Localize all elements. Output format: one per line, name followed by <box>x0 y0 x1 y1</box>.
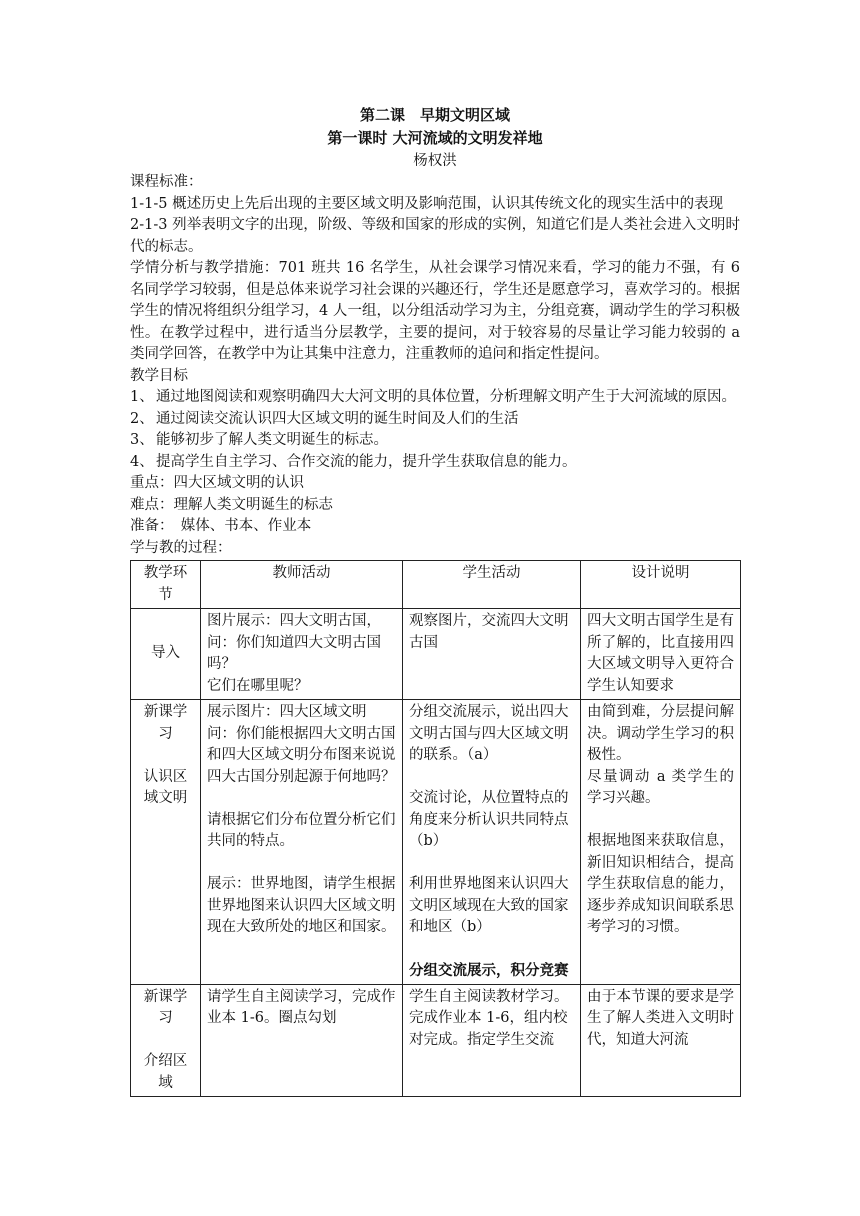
objective-item <box>130 409 740 431</box>
teaching-process-table <box>130 560 741 1097</box>
lesson-title: 第二课 早期文明区域 <box>359 106 510 124</box>
student-line: 利用世界地图来认识四大文明区域现在大致的国家和地区（b） <box>409 876 569 935</box>
teacher-line: 问：你们能根据四大文明古国和四大区域文明分布图来说说四大古国分别起源于何地吗？ <box>207 725 396 785</box>
design-note-cell <box>581 700 741 985</box>
author-name: 杨权洪 <box>413 153 457 169</box>
column-header: 学生活动 <box>403 561 581 609</box>
objectives-label: 教学目标 <box>130 367 188 384</box>
key-point: 重点：四大区域文明的认识 <box>130 475 304 491</box>
objective-number: 4、 <box>130 453 154 470</box>
stage-cell: 导入 <box>131 609 201 700</box>
column-header: 教师活动 <box>201 561 403 609</box>
stage-cell <box>131 700 201 985</box>
teacher-line: 展示：世界地图，请学生根据世界地图来认识四大区域文明现在大致所处的地区和国家。 <box>207 876 396 935</box>
objective-text: 能够初步了解人类文明诞生的标志。 <box>156 432 388 448</box>
objective-item <box>130 387 740 409</box>
table-header-row <box>131 561 741 609</box>
design-note-cell: 由于本节课的要求是学生了解人类进入文明时代，知道大河流 <box>581 984 741 1097</box>
student-line-bold: 分组交流展示，积分竞赛 <box>409 962 569 979</box>
process-label: 学与教的过程： <box>130 539 232 556</box>
design-line: 根据地图来获取信息，新旧知识相结合，提高学生获取信息的能力，逐步养成知识间联系思考学习的习惯。 <box>587 833 734 935</box>
design-line: 由简到难，分层提问解决。调动学生学习的积极性。 <box>587 704 734 763</box>
objectives-list <box>130 387 740 473</box>
objective-number: 1、 <box>130 389 154 405</box>
standards-label: 课程标准： <box>130 174 203 190</box>
teacher-line: 问：你们知道四大文明古国吗？ <box>207 634 381 672</box>
objective-text: 通过地图阅读和观察明确四大大河文明的具体位置，分析理解文明产生于大河流域的原因。 <box>156 389 736 405</box>
difficulty: 难点：理解人类文明诞生的标志 <box>130 496 333 513</box>
standard-item-1: 1-1-5 概述历史上先后出现的主要区域文明及影响范围，认识其传统文化的现实生活中的表现 <box>130 195 724 212</box>
teacher-activity-cell: 请学生自主阅读学习，完成作业本 1-6。圈点勾划 <box>201 984 403 1097</box>
teacher-line: 它们在哪里呢？ <box>207 677 309 694</box>
student-line: 分组交流展示，说出四大文明古国与四大区域文明的联系。（a） <box>409 704 569 763</box>
column-header: 设计说明 <box>581 561 741 609</box>
stage-bottom: 介绍区域 <box>143 1053 188 1091</box>
student-activity-cell: 学生自主阅读教材学习。完成作业本 1-6，组内校对完成。指定学生交流 <box>403 984 581 1097</box>
teacher-line: 请根据它们分布位置分析它们共同的特点。 <box>207 811 396 849</box>
stage-top: 新课学习 <box>143 988 188 1026</box>
teacher-activity-cell <box>201 700 403 985</box>
objective-text: 通过阅读交流认识四大区域文明的诞生时间及人们的生活 <box>156 410 519 427</box>
objective-text: 提高学生自主学习、合作交流的能力，提升学生获取信息的能力。 <box>156 453 577 470</box>
stage-bottom: 认识区域文明 <box>143 768 188 806</box>
design-line: 尽量调动 a 类学生的学习兴趣。 <box>587 768 734 806</box>
session-title: 第一课时 大河流域的文明发祥地 <box>327 129 543 147</box>
student-activity-cell <box>403 700 581 985</box>
objective-item <box>130 430 740 452</box>
teacher-line: 图片展示：四大文明古国， <box>207 613 381 629</box>
table-row <box>131 984 741 1097</box>
teacher-line: 展示图片：四大区域文明 <box>207 704 367 720</box>
stage-top: 新课学习 <box>143 704 188 742</box>
objective-number: 3、 <box>130 432 154 448</box>
column-header: 教学环节 <box>131 561 201 609</box>
objective-number: 2、 <box>130 410 154 427</box>
student-line: 交流讨论，从位置特点的角度来分析认识共同特点（b） <box>409 790 569 849</box>
standard-item-2: 2-1-3 列举表明文字的出现，阶级、等级和国家的形成的实例，知道它们是人类社会进入文明时代的标志。 <box>130 217 740 255</box>
preparation: 准备： 媒体、书本、作业本 <box>130 518 312 534</box>
teacher-activity-cell <box>201 609 403 700</box>
table-row <box>131 609 741 700</box>
objective-item <box>130 452 740 474</box>
stage-cell <box>131 984 201 1097</box>
document-page <box>130 104 740 1097</box>
design-note-cell: 四大文明古国学生是有所了解的，比直接用四大区域文明导入更符合学生认知要求 <box>581 609 741 700</box>
learner-analysis: 学情分析与教学措施：701 班共 16 名学生，从社会课学习情况来看，学习的能力不强，有 6 名同学学习较弱，但是总体来说学习社会课的兴趣还行，学生还是愿意学习，喜欢学习的。根据学生的情况将组织分组学习，4 人一组，以分组活动学习为主，分组竞赛，调动学生的学习积极性。在教学过程中，进行适当分层教学，主要的提问，对于较容易的尽量让学习能力较弱的 a 类同学回答，在教学中为让其集中注意力，注重教师的追问和指定性提问。 <box>130 260 740 362</box>
student-activity-cell: 观察图片，交流四大文明古国 <box>403 609 581 700</box>
table-row <box>131 700 741 985</box>
